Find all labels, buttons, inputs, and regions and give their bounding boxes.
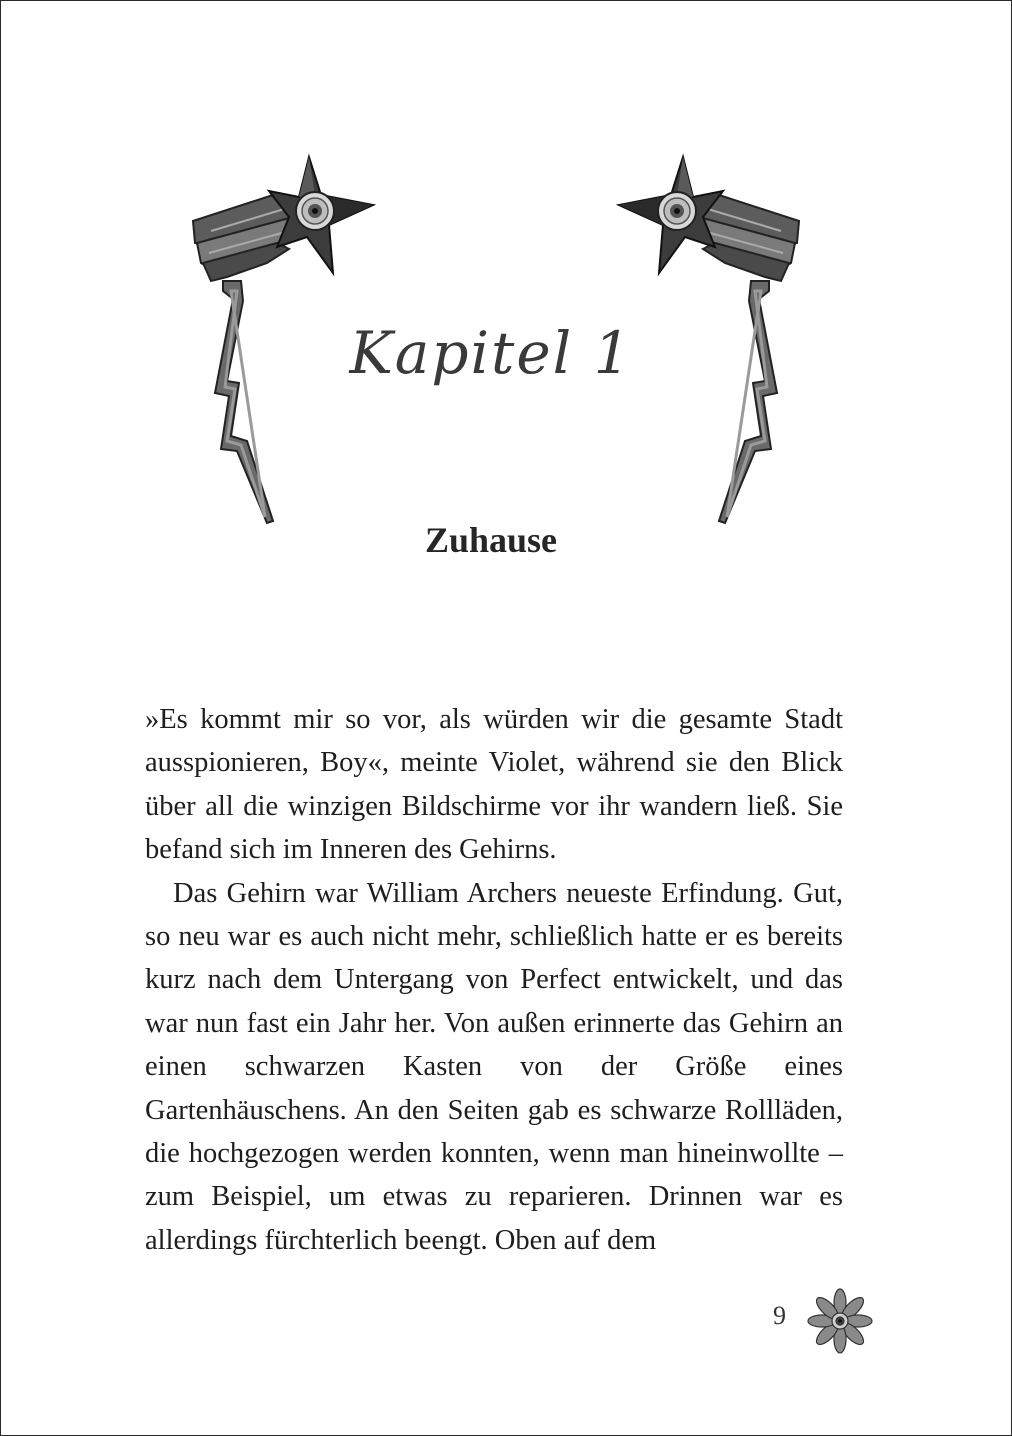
chapter-heading: Kapitel 1 [349,319,633,387]
paragraph-2: Das Gehirn war William Archers neueste Erfindung. Gut, so neu war es auch nicht mehr, schließlich hatte er es bereits kurz nach dem Untergang von Perfect entwickelt, und das war nun fast ein Jahr her. Von außen erinnerte das Gehirn an einen schwarzen Kasten von der Größe eines Gartenhäuschens. An den Seiten gab es schwarze Rollläden, die hochgezogen werden konnten, wenn man hineinwollte – zum Beispiel, um etwas zu reparieren. Drinnen war es allerdings fürchterlich beengt. Oben auf dem [145,877,843,1256]
paragraph-1: »Es kommt mir so vor, als würden wir die gesamte Stadt ausspionieren, Boy«, meinte Violet, während sie den Blick über all die winzigen Bildschirme vor ihr wandern ließ. Sie befand sich im Inneren des Gehirns. [145,704,843,866]
chapter-title: Zuhause [424,520,558,560]
page-number: 9 [773,1301,786,1330]
flower-icon [807,1288,873,1354]
body-text [145,698,843,1262]
